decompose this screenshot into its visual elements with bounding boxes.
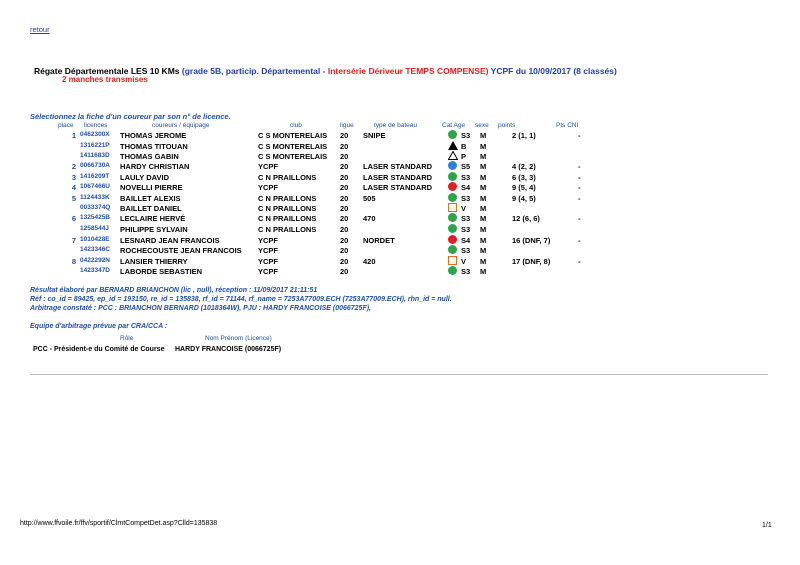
col-club: club (290, 122, 302, 129)
club-cell: C N PRAILLONS (258, 194, 317, 203)
col-place: place (58, 122, 74, 129)
title-grade: (grade 5B, particip. Départemental - (181, 66, 326, 76)
footer-url: http://www.ffvoile.fr/ffv/sportif/ClmtCompetDet.asp?Clld=135838 (20, 520, 218, 527)
cni-cell: - (578, 257, 581, 266)
cat-age-cell: S3 (461, 194, 471, 203)
referee-col-role: Rôle (120, 335, 134, 342)
licence-link[interactable]: 1423346C (80, 246, 110, 253)
boat-cell: SNIPE (363, 131, 386, 140)
footer-page: 1/1 (762, 522, 772, 529)
referee-role: PCC - Président-e du Comité de Course (33, 346, 165, 353)
club-cell: YCPF (258, 162, 279, 171)
crew-name: LANSIER THIERRY (120, 257, 188, 266)
green-circle-icon (448, 130, 457, 139)
col-sexe: sexe (475, 122, 489, 129)
place-cell: 6 (71, 214, 76, 223)
ligue-cell: 20 (340, 131, 349, 140)
ligue-cell: 20 (340, 267, 349, 276)
club-cell: C N PRAILLONS (258, 214, 317, 223)
licence-link[interactable]: 1423347D (80, 267, 110, 274)
col-boat: type de bateau (374, 122, 418, 129)
red-circle-icon (448, 235, 457, 244)
referee-col-name: Nom Prénom (Licence) (205, 335, 272, 342)
boat-cell: LASER STANDARD (363, 162, 433, 171)
cat-age-cell: S3 (461, 267, 471, 276)
club-cell: YCPF (258, 246, 279, 255)
place-cell: 4 (71, 183, 76, 192)
table-row (0, 246, 800, 257)
crew-name: HARDY CHRISTIAN (120, 162, 190, 171)
ligue-cell: 20 (340, 194, 349, 203)
crew-name: LAULY DAVID (120, 173, 170, 182)
ligue-cell: 20 (340, 236, 349, 245)
points-cell: 16 (DNF, 7) (512, 236, 551, 245)
green-circle-icon (448, 193, 457, 202)
cat-age-cell: S3 (461, 214, 471, 223)
points-cell: 12 (6, 6) (512, 214, 540, 223)
crew-name: BAILLET ALEXIS (120, 194, 181, 203)
cat-age-cell: S5 (461, 162, 471, 171)
col-licences: licences (84, 122, 108, 129)
ligue-cell: 20 (340, 162, 349, 171)
result-info-line3: Arbitrage constaté : PCC : BRIANCHON BERNARD (1018364W), PJU : HARDY FRANCOISE (0066725F), (30, 305, 371, 312)
licence-link[interactable]: 1124433K (80, 194, 110, 201)
sexe-cell: M (480, 236, 487, 245)
licence-link[interactable]: 0066730A (80, 162, 110, 169)
green-circle-icon (448, 172, 457, 181)
crew-name: BAILLET DANIEL (120, 204, 182, 213)
divider (30, 374, 768, 375)
col-cni: Pts CNI (556, 122, 579, 129)
licence-link[interactable]: 0422292N (80, 257, 110, 264)
col-cat-age: Cat Age (442, 122, 466, 129)
crew-name: LESNARD JEAN FRANCOIS (120, 236, 220, 245)
licence-link[interactable]: 1067466U (80, 183, 110, 190)
club-cell: YCPF (258, 257, 279, 266)
boat-cell: LASER STANDARD (363, 173, 433, 182)
sexe-cell: M (480, 142, 487, 151)
club-cell: C N PRAILLONS (258, 173, 317, 182)
table-row (0, 225, 800, 236)
referee-name: HARDY FRANCOISE (0066725F) (175, 346, 282, 353)
result-info-line2: Réf : co_id = 89425, ep_id = 193150, re_id = 135838, rf_id = 71144, rf_name = 7253A77009.ECH (7253A77009.ECH), rhn_id = null. (30, 296, 452, 303)
cat-age-cell: V (461, 204, 467, 213)
sexe-cell: M (480, 162, 487, 171)
boat-cell: 470 (363, 214, 376, 223)
ligue-cell: 20 (340, 152, 349, 161)
points-cell: 9 (4, 5) (512, 194, 536, 203)
place-cell: 5 (71, 194, 76, 203)
table-row (0, 183, 800, 194)
sexe-cell: M (480, 152, 487, 161)
cni-cell: - (578, 173, 581, 182)
sexe-cell: M (480, 257, 487, 266)
crew-name: LECLAIRE HERVÉ (120, 214, 186, 223)
place-cell: 8 (71, 257, 76, 266)
sexe-cell: M (480, 204, 487, 213)
licence-link[interactable]: 1416209T (80, 173, 110, 180)
ligue-cell: 20 (340, 173, 349, 182)
instruction-text: Sélectionnez la fiche d'un coureur par son n° de licence. (30, 112, 231, 121)
boat-cell: 420 (363, 257, 376, 266)
col-points: points (498, 122, 516, 129)
title-club-date: YCPF du 10/09/2017 (8 classés) (490, 66, 617, 76)
table-row (0, 131, 800, 142)
club-cell: YCPF (258, 267, 279, 276)
points-cell: 9 (5, 4) (512, 183, 536, 192)
green-circle-icon (448, 213, 457, 222)
cni-cell: - (578, 162, 581, 171)
blue-circle-icon (448, 161, 457, 170)
sexe-cell: M (480, 183, 487, 192)
table-row (0, 267, 800, 278)
sexe-cell: M (480, 173, 487, 182)
page-subtitle: 2 manches transmises (62, 75, 148, 84)
outline-triangle-icon (448, 151, 458, 160)
cat-age-cell: S3 (461, 131, 471, 140)
cat-age-cell: S4 (461, 183, 471, 192)
green-circle-icon (448, 266, 457, 275)
licence-link[interactable]: 0033374Q (80, 204, 111, 211)
col-crew: coureurs / équipage (152, 122, 210, 129)
result-info-line1: Résultat élaboré par BERNARD BRIANCHON (lic , null), réception : 11/09/2017 21:11:51 (30, 287, 318, 294)
cat-age-cell: S3 (461, 225, 471, 234)
points-cell: 17 (DNF, 8) (512, 257, 551, 266)
crew-name: THOMAS JEROME (120, 131, 187, 140)
licence-link[interactable]: 0462300X (80, 131, 110, 138)
licence-link[interactable]: 1316221P (80, 142, 110, 149)
points-cell: 2 (1, 1) (512, 131, 536, 140)
filled-triangle-icon (448, 141, 458, 150)
ligue-cell: 20 (340, 142, 349, 151)
ligue-cell: 20 (340, 257, 349, 266)
ligue-cell: 20 (340, 225, 349, 234)
cni-cell: - (578, 194, 581, 203)
licence-link[interactable]: 1010428E (80, 236, 110, 243)
club-cell: C S MONTERELAIS (258, 131, 328, 140)
cat-age-cell: S4 (461, 236, 471, 245)
orange-square-icon (448, 203, 457, 212)
table-row (0, 214, 800, 225)
title-event: Régate Départementale LES 10 KMs (34, 66, 180, 76)
place-cell: 2 (71, 162, 76, 171)
cni-cell: - (578, 183, 581, 192)
red-circle-icon (448, 182, 457, 191)
sexe-cell: M (480, 246, 487, 255)
table-row (0, 162, 800, 173)
crew-name: NOVELLI PIERRE (120, 183, 183, 192)
crew-name: ROCHECOUSTE JEAN FRANCOIS (120, 246, 242, 255)
points-cell: 4 (2, 2) (512, 162, 536, 171)
col-ligue: ligue (340, 122, 354, 129)
back-link[interactable]: retour (30, 25, 50, 34)
sexe-cell: M (480, 214, 487, 223)
crew-name: THOMAS GABIN (120, 152, 179, 161)
cni-cell: - (578, 214, 581, 223)
cat-age-cell: S3 (461, 246, 471, 255)
sexe-cell: M (480, 194, 487, 203)
place-cell: 3 (71, 173, 76, 182)
boat-cell: LASER STANDARD (363, 183, 433, 192)
club-cell: C S MONTERELAIS (258, 152, 328, 161)
place-cell: 7 (71, 236, 76, 245)
licence-link[interactable]: 1411683D (80, 152, 110, 159)
ligue-cell: 20 (340, 246, 349, 255)
green-circle-icon (448, 245, 457, 254)
sexe-cell: M (480, 225, 487, 234)
points-cell: 6 (3, 3) (512, 173, 536, 182)
ligue-cell: 20 (340, 183, 349, 192)
club-cell: C S MONTERELAIS (258, 142, 328, 151)
boat-cell: 505 (363, 194, 376, 203)
referee-title: Equipe d'arbitrage prévue par CRA/CCA : (30, 323, 168, 330)
sexe-cell: M (480, 267, 487, 276)
club-cell: YCPF (258, 236, 279, 245)
green-circle-icon (448, 224, 457, 233)
ligue-cell: 20 (340, 204, 349, 213)
title-series: Intersérie Dériveur TEMPS COMPENSE) (327, 66, 489, 76)
crew-name: THOMAS TITOUAN (120, 142, 188, 151)
club-cell: YCPF (258, 183, 279, 192)
table-header (0, 122, 800, 131)
sexe-cell: M (480, 131, 487, 140)
ligue-cell: 20 (340, 214, 349, 223)
club-cell: C N PRAILLONS (258, 204, 317, 213)
place-cell: 1 (71, 131, 76, 140)
boat-cell: NORDET (363, 236, 395, 245)
licence-link[interactable]: 1258544J (80, 225, 109, 232)
cat-age-cell: P (461, 152, 467, 161)
cni-cell: - (578, 131, 581, 140)
cat-age-cell: S3 (461, 173, 471, 182)
cni-cell: - (578, 236, 581, 245)
cat-age-cell: B (461, 142, 467, 151)
cat-age-cell: V (461, 257, 467, 266)
orange-square-icon (448, 256, 457, 265)
crew-name: PHILIPPE SYLVAIN (120, 225, 188, 234)
licence-link[interactable]: 1325425B (80, 214, 110, 221)
crew-name: LABORDE SEBASTIEN (120, 267, 203, 276)
club-cell: C N PRAILLONS (258, 225, 317, 234)
